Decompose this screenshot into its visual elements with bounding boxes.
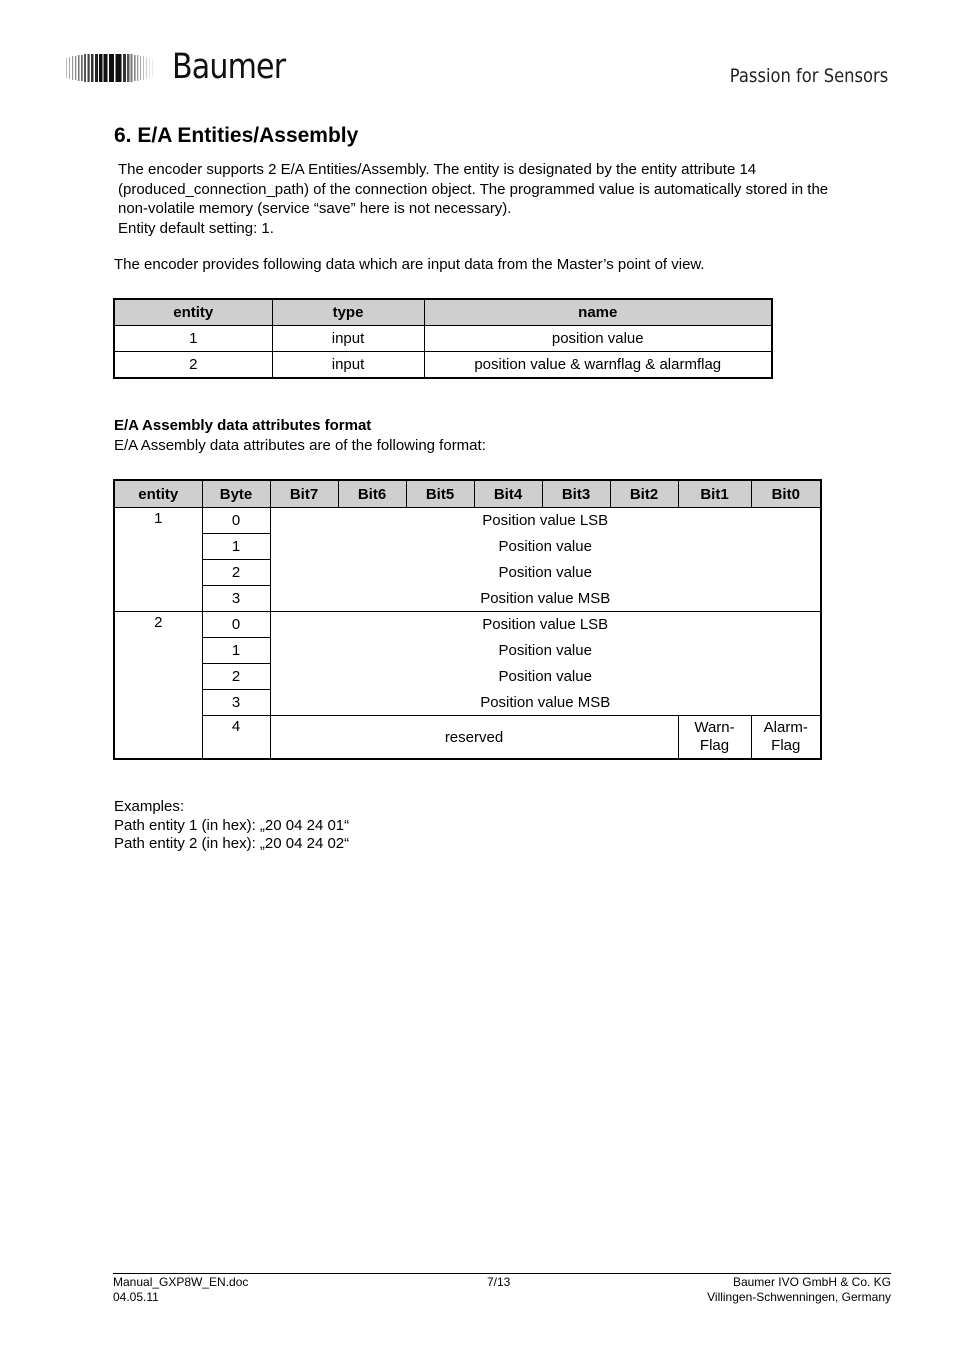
reserved-cell: reserved [270,716,678,760]
table-row [114,638,821,664]
footer-location: Villingen-Schwenningen, Germany [707,1290,891,1304]
tagline: Passion for Sensors [729,65,888,87]
header-cell: Bit3 [542,480,610,508]
byte-cell: 1 [202,534,270,560]
entity-cell: 2 [114,612,202,760]
byte-cell: 4 [202,716,270,760]
table-row [114,586,821,612]
alarm-flag-line: Flag [771,737,801,754]
examples-block [114,798,349,854]
alarm-flag-cell [751,716,821,760]
footer-right [707,1275,891,1305]
logo-text: Baumer [172,47,286,87]
header-cell: Bit0 [751,480,821,508]
example-line: Path entity 1 (in hex): „20 04 24 01“ [114,816,350,834]
examples-heading: Examples: [114,798,185,815]
table-row [114,534,821,560]
table-row [114,560,821,586]
header-cell: Byte [202,480,270,508]
table-cell: 2 [114,352,272,379]
table-row [114,508,821,534]
header-cell: Bit6 [338,480,406,508]
paragraph-line: The encoder supports 2 E/A Entities/Assembly. The entity is designated by the entity attribute 14 [118,161,757,178]
table-cell: position value [424,326,772,352]
byte-cell: 3 [202,690,270,716]
table-header-row [114,480,821,508]
header-cell: Bit2 [610,480,678,508]
header-cell: name [424,299,772,326]
table-cell: position value & warnflag & alarmflag [424,352,772,379]
table-row [114,690,821,716]
header-cell: Bit5 [406,480,474,508]
assembly-title: E/A Assembly data attributes format [114,417,372,434]
section-paragraph [118,160,898,238]
entity-table [113,298,773,379]
paragraph-line: (produced_connection_path) of the connection object. The programmed value is automatically stored in the [118,180,829,198]
table-cell: input [272,326,424,352]
value-cell: Position value [270,534,821,560]
table-row [114,664,821,690]
value-cell: Position value MSB [270,586,821,612]
warn-flag-line: Flag [699,737,730,754]
assembly-table [113,479,822,760]
table-cell: input [272,352,424,379]
byte-cell: 0 [202,508,270,534]
alarm-flag-line: Alarm- [763,719,808,736]
footer-left [113,1275,248,1305]
byte-cell: 0 [202,612,270,638]
intro-text: The encoder provides following data which are input data from the Master’s point of view. [114,256,705,273]
assembly-subtitle: E/A Assembly data attributes are of the following format: [114,437,486,454]
footer-company: Baumer IVO GmbH & Co. KG [732,1275,891,1289]
header-cell: entity [114,480,202,508]
footer-divider [113,1273,891,1274]
table-row [114,352,772,379]
value-cell: Position value [270,664,821,690]
header-cell: entity [114,299,272,326]
baumer-logo [66,47,296,87]
warn-flag-line: Warn- [694,719,735,736]
entity-cell: 1 [114,508,202,612]
footer-doc-name: Manual_GXP8W_EN.doc [113,1275,249,1289]
footer-page-number: 7/13 [487,1275,511,1289]
byte-cell: 1 [202,638,270,664]
header-cell: Bit4 [474,480,542,508]
table-row [114,716,821,760]
value-cell: Position value [270,638,821,664]
header-cell: Bit1 [678,480,751,508]
table-header-row [114,299,772,326]
paragraph-line: non-volatile memory (service “save” here is not necessary). [118,200,512,218]
footer-date: 04.05.11 [113,1290,159,1304]
table-cell: 1 [114,326,272,352]
byte-cell: 2 [202,560,270,586]
table-row [114,612,821,638]
section-title: 6. E/A Entities/Assembly [114,124,359,147]
byte-cell: 3 [202,586,270,612]
value-cell: Position value MSB [270,690,821,716]
value-cell: Position value LSB [270,612,821,638]
header-cell: type [272,299,424,326]
warn-flag-cell [678,716,751,760]
value-cell: Position value LSB [270,508,821,534]
table-row [114,326,772,352]
logo-bars-icon [66,54,158,82]
header-cell: Bit7 [270,480,338,508]
example-line: Path entity 2 (in hex): „20 04 24 02“ [114,835,350,852]
value-cell: Position value [270,560,821,586]
paragraph-line: Entity default setting: 1. [118,219,274,237]
byte-cell: 2 [202,664,270,690]
